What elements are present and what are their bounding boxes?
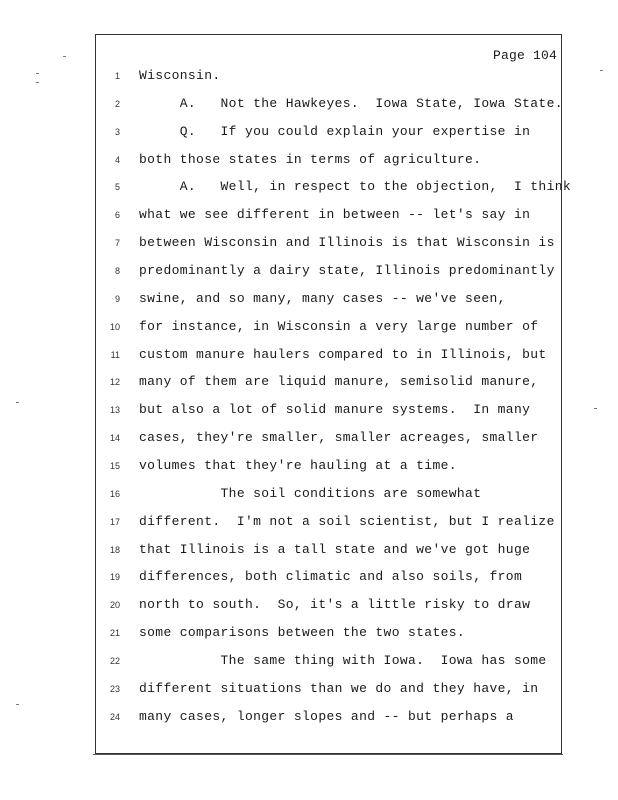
line-number: 15 xyxy=(109,460,120,471)
transcript-line xyxy=(0,320,618,340)
line-text: volumes that they're hauling at a time. xyxy=(139,457,457,473)
line-number: 13 xyxy=(109,405,120,416)
line-number: 18 xyxy=(109,544,120,555)
line-number: 8 xyxy=(114,266,120,276)
line-text: custom manure haulers compared to in Illinois, but xyxy=(139,346,547,362)
line-text: The same thing with Iowa. Iowa has some xyxy=(139,652,547,668)
line-number: 17 xyxy=(109,516,120,527)
scan-mark xyxy=(63,56,66,57)
line-text: what we see different in between -- let's say in xyxy=(139,207,531,223)
line-number: 5 xyxy=(114,182,120,193)
line-number: 1 xyxy=(114,71,120,81)
transcript-line xyxy=(0,348,618,368)
transcript-line xyxy=(0,654,618,674)
transcript-line xyxy=(0,69,618,89)
transcript-line xyxy=(0,598,618,618)
transcript-line xyxy=(0,682,618,702)
transcript-line xyxy=(0,570,618,590)
line-text: cases, they're smaller, smaller acreages, smaller xyxy=(139,430,539,446)
line-number: 3 xyxy=(114,126,120,137)
line-number: 24 xyxy=(109,711,120,722)
line-text: different situations than we do and they have, in xyxy=(139,680,539,696)
line-number: 21 xyxy=(109,628,120,638)
line-number: 7 xyxy=(114,238,120,249)
line-text: The soil conditions are somewhat xyxy=(139,485,482,501)
page-number: Page 104 xyxy=(492,48,557,63)
transcript-line xyxy=(0,153,618,173)
line-number: 14 xyxy=(109,433,120,444)
line-text: but also a lot of solid manure systems. In many xyxy=(139,402,531,418)
line-text: that Illinois is a tall state and we've got huge xyxy=(139,541,531,557)
transcript-line xyxy=(0,403,618,423)
transcript-line xyxy=(0,515,618,535)
transcript-line xyxy=(0,264,618,284)
line-text: many of them are liquid manure, semisolid manure, xyxy=(139,374,539,390)
transcript-line xyxy=(0,375,618,395)
scan-mark xyxy=(16,704,19,705)
transcript-line xyxy=(0,180,618,200)
transcript-line xyxy=(0,626,618,646)
transcript-line xyxy=(0,431,618,451)
line-text: differences, both climatic and also soils, from xyxy=(139,569,523,585)
line-text: north to south. So, it's a little risky to draw xyxy=(139,597,531,613)
transcript-line xyxy=(0,236,618,256)
transcript-line xyxy=(0,543,618,563)
line-text: different. I'm not a soil scientist, but I realize xyxy=(139,513,555,529)
line-text: Q. If you could explain your expertise in xyxy=(139,123,531,139)
line-number: 10 xyxy=(109,321,120,332)
transcript-line xyxy=(0,125,618,145)
line-number: 12 xyxy=(109,377,120,388)
line-text: A. Well, in respect to the objection, I think xyxy=(139,179,572,195)
transcript-line xyxy=(0,292,618,312)
line-number: 2 xyxy=(114,98,120,109)
transcript-line xyxy=(0,487,618,507)
line-text: some comparisons between the two states. xyxy=(139,625,466,640)
bottom-rule xyxy=(93,754,563,755)
line-text: both those states in terms of agriculture. xyxy=(139,151,482,167)
transcript-line xyxy=(0,208,618,228)
line-text: swine, and so many, many cases -- we've seen, xyxy=(139,290,506,306)
line-text: A. Not the Hawkeyes. Iowa State, Iowa State. xyxy=(139,95,563,111)
line-text: many cases, longer slopes and -- but perhaps a xyxy=(139,708,514,724)
line-number: 11 xyxy=(110,349,120,360)
line-number: 16 xyxy=(109,488,120,499)
transcript-line xyxy=(0,459,618,479)
transcript-line xyxy=(0,97,618,117)
line-text: for instance, in Wisconsin a very large number of xyxy=(139,318,539,334)
transcript-line xyxy=(0,710,618,730)
line-number: 4 xyxy=(114,154,120,165)
line-number: 22 xyxy=(109,655,120,666)
line-number: 20 xyxy=(109,600,120,611)
line-text: Wisconsin. xyxy=(139,68,221,83)
line-text: predominantly a dairy state, Illinois predominantly xyxy=(139,263,555,278)
line-number: 9 xyxy=(114,293,120,304)
line-number: 19 xyxy=(109,572,120,583)
line-text: between Wisconsin and Illinois is that Wisconsin is xyxy=(139,235,555,251)
line-number: 6 xyxy=(114,210,120,221)
line-number: 23 xyxy=(109,683,120,694)
